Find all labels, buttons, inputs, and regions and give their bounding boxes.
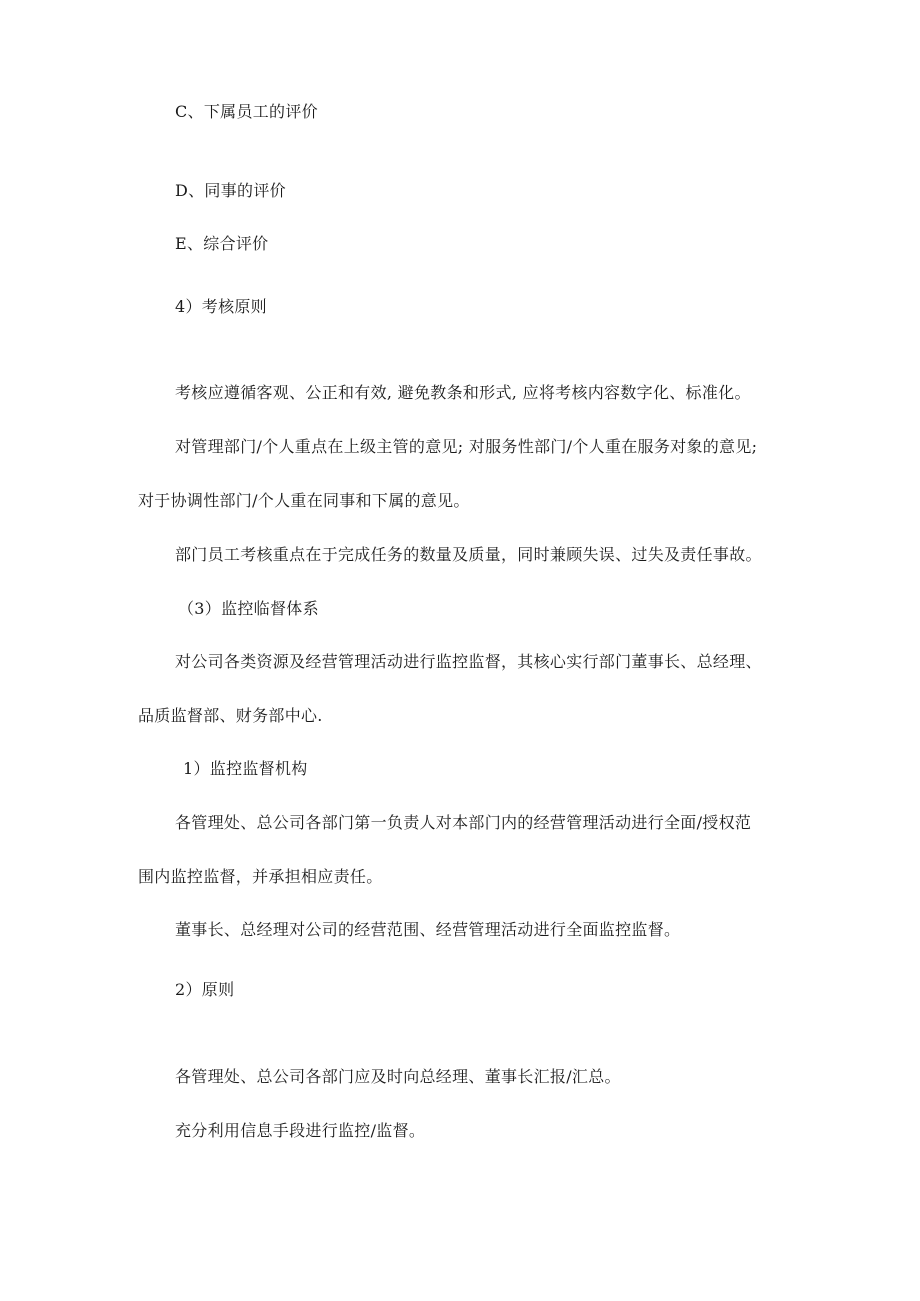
paragraph-monitoring-core: 对公司各类资源及经营管理活动进行监控监督，其核心实行部门董事长、总经理、 xyxy=(175,652,762,671)
paragraph-department-responsibility-cont: 围内监控监督，并承担相应责任。 xyxy=(138,867,383,886)
paragraph-chairman-monitoring: 董事长、总经理对公司的经营范围、经营管理活动进行全面监控监督。 xyxy=(175,920,681,939)
paragraph-management-opinion: 对管理部门/个人重点在上级主管的意见; 对服务性部门/个人重在服务对象的意见; xyxy=(175,437,758,456)
option-d: D、同事的评价 xyxy=(175,181,286,200)
paragraph-assessment-objective: 考核应遵循客观、公正和有效, 避免教条和形式, 应将考核内容数字化、标准化。 xyxy=(175,383,751,402)
heading-monitoring-system: （3）监控临督体系 xyxy=(178,599,319,618)
heading-monitoring-organization: 1）监控监督机构 xyxy=(183,759,308,778)
heading-principles: 2）原则 xyxy=(175,980,235,999)
option-c: C、下属员工的评价 xyxy=(175,102,318,121)
option-e: E、综合评价 xyxy=(175,234,269,253)
paragraph-coordination-opinion: 对于协调性部门/个人重在同事和下属的意见。 xyxy=(138,491,470,510)
heading-assessment-principles: 4）考核原则 xyxy=(175,297,267,316)
paragraph-reporting: 各管理处、总公司各部门应及时向总经理、董事长汇报/汇总。 xyxy=(175,1067,621,1086)
paragraph-information-tools: 充分利用信息手段进行监控/监督。 xyxy=(175,1121,426,1140)
paragraph-department-responsibility: 各管理处、总公司各部门第一负责人对本部门内的经营管理活动进行全面/授权范 xyxy=(175,813,752,832)
paragraph-staff-assessment: 部门员工考核重点在于完成任务的数量及质量，同时兼顾失误、过失及责任事故。 xyxy=(175,545,762,564)
paragraph-monitoring-core-cont: 品质监督部、财务部中心. xyxy=(138,706,323,725)
